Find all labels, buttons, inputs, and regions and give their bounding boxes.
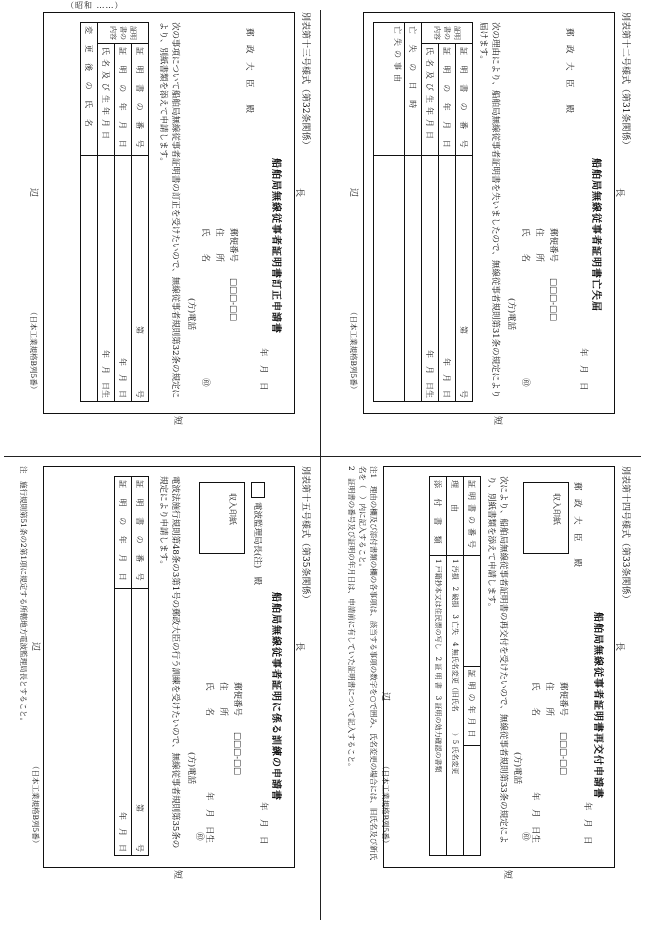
table-row (374, 23, 405, 402)
date-line: 年 月 日 (578, 348, 588, 391)
date-line: 年 月 日 (258, 802, 268, 845)
name-label: 氏 名 (530, 682, 540, 717)
table-row (456, 23, 473, 402)
page-header: （昭和 ……） (66, 1, 124, 10)
postal-code-boxes: □□□-□□ (228, 278, 238, 322)
postal-label: 郵便番号 (548, 228, 558, 263)
revenue-stamp-box (199, 482, 245, 554)
form-label: 別表第十五号様式（第35条関係） (300, 466, 310, 604)
row-label: 証 明 の 年 月 日 (115, 44, 132, 156)
addressee: 電波監理局長(注) 殿 (252, 502, 262, 586)
date-line: 年 月 日 (258, 348, 268, 391)
seal-mark: ㊞ (194, 832, 204, 841)
edge-short: 短 (502, 870, 512, 898)
table-row (132, 477, 149, 856)
birth-date: 年 月 日生 (530, 792, 540, 844)
table-row (98, 23, 115, 402)
form-label: 別表第十二号様式（第31条関係） (620, 12, 630, 150)
row-label: 証 明 書 の 番 号 (132, 44, 149, 156)
row-value (464, 745, 481, 856)
row-value: 年 月 日 (439, 155, 456, 401)
row-value: 第 号 (132, 155, 149, 401)
row-value: 年 月 日 (115, 155, 132, 401)
postal-label: 郵便番号 (558, 682, 568, 717)
body-text: 電波法施行規則第48条の3第1号の郵政大臣の行う訓練を受けたいので、無線従事者規則第35条の規定により申請します。 (158, 476, 180, 849)
row-label: 添 付 書 類 (430, 477, 447, 556)
form-13 (5, 8, 320, 448)
row-label: 氏名及び生年月日 (98, 44, 115, 156)
postal-label: 郵便番号 (232, 682, 242, 717)
seal-mark: ㊞ (520, 832, 530, 841)
phone-label: (方)電話 (186, 298, 196, 331)
row-label: 亡失の事由 (374, 23, 405, 156)
row-label: 理 由 (447, 477, 464, 556)
row-label: 亡 失 の 日 時 (405, 23, 422, 156)
edge-long-top: 長 (294, 642, 304, 670)
row-label: 証 明 の 年 月 日 (439, 44, 456, 156)
form-label: 別表第十四号様式（第33条関係） (620, 466, 630, 604)
body-text: 次の事項について船舶局無線従事者証明書の訂正を受けたいので、無線従事者規則第32条の規定により、別紙書類を添えて申請します。 (158, 22, 180, 398)
name-label: 氏 名 (520, 228, 530, 263)
revenue-stamp-label: 収入印紙 (552, 493, 561, 525)
birth-date: 年 月 日生 (204, 792, 214, 844)
table-row (115, 23, 132, 402)
row-value (81, 155, 98, 401)
note-1: 注1 理由の欄及び添付書類の欄の各事項は、該当する事項の数字を○で囲み、氏名変更の場合には、旧氏名及び新氏名を（ ）内に記入すること。 (358, 466, 378, 861)
group-cell: 証明書の内容 (98, 23, 149, 44)
row-value: 年 月 日生 (98, 155, 115, 401)
table-row (422, 23, 439, 402)
edge-long-bottom: 辺 (30, 642, 40, 670)
address-label: 住 所 (534, 228, 544, 263)
row-label: 証 明 書 の 番 号 (132, 477, 149, 589)
form-14 (325, 462, 640, 902)
table-row (405, 23, 422, 402)
revenue-stamp-label: 収入印紙 (228, 493, 237, 525)
form-title: 船舶局無線従事者証明書訂正申請書 (270, 158, 281, 334)
table-row (464, 477, 481, 856)
edge-short: 短 (172, 416, 182, 444)
addressee: 郵 政 大 臣 殿 (572, 482, 582, 568)
table-row (447, 477, 464, 856)
row-label: 変 更 後 の 氏 名 (81, 23, 98, 156)
address-label: 住 所 (544, 682, 554, 717)
size-note: （日本工業規格B列5番） (31, 762, 40, 848)
certificate-table (373, 22, 473, 402)
certificate-table (114, 476, 149, 856)
row-value: 年 月 日生 (422, 155, 439, 401)
note: 注 施行規則第51条の2第1項に規定する所轄地方電波監理局長とすること。 (19, 466, 28, 726)
group-cell: 証明書の内容 (422, 23, 473, 44)
small-box (251, 482, 265, 498)
row-label: 証明書の番号 (464, 477, 481, 556)
table-row (81, 23, 98, 402)
postal-code-boxes: □□□-□□ (558, 732, 568, 776)
form-label: 別表第十三号様式（第32条関係） (300, 12, 310, 150)
size-note: （日本工業規格B列5番） (349, 308, 358, 394)
body-text: 次により、船舶局無線従事者証明書の再交付を受けたいので、無線従事者規則第33条の規定により、別紙書類を添えて申請します。 (486, 476, 508, 844)
row-value: 1 戸籍抄本又は住民票の写し 2 証 明 書 3 証明の効力確認の書類 (430, 556, 447, 856)
phone-label: (方)電話 (186, 752, 196, 785)
edge-long-top: 長 (294, 188, 304, 216)
date-line: 年 月 日 (582, 802, 592, 845)
addressee: 郵 政 大 臣 殿 (244, 28, 254, 114)
edge-long-bottom: 辺 (380, 692, 390, 720)
body-text: 次の理由により、船舶局無線従事者証明書を失いましたので、無線従事者規則第31条の規定により届けます。 (478, 22, 500, 399)
table-row (115, 477, 132, 856)
row-label: 証明の年月日 (464, 666, 481, 745)
row-label: 証 明 の 年 月 日 (115, 477, 132, 589)
edge-long-top: 長 (614, 642, 624, 670)
phone-label: (方)電話 (512, 752, 522, 785)
table-row (439, 23, 456, 402)
postal-code-boxes: □□□-□□ (232, 732, 242, 776)
edge-short: 短 (172, 870, 182, 898)
row-label: 証 明 書 の 番 号 (456, 44, 473, 156)
addressee: 郵 政 大 臣 殿 (564, 28, 574, 114)
address-label: 住 所 (214, 228, 224, 263)
row-value: 第 号 (456, 155, 473, 401)
revenue-stamp-box (523, 482, 569, 554)
middle-divider (4, 456, 641, 457)
postal-code-boxes: □□□-□□ (548, 278, 558, 322)
table-row (132, 23, 149, 402)
form-title: 船舶局無線従事者証明書再交付申請書 (592, 612, 603, 799)
seal-mark: ㊞ (200, 378, 210, 387)
form-title: 船舶局無線従事者証明に係る訓練の申請書 (270, 592, 281, 801)
form-15 (5, 462, 320, 902)
size-note: （日本工業規格B列5番） (381, 762, 390, 848)
row-value: 第 号 (132, 588, 149, 855)
note-2: 2 証明書の番号及び証明の年月日は、申請前に有していた証明書について記入すること。 (347, 466, 356, 771)
row-value (405, 155, 422, 401)
form-title: 船舶局無線従事者証明書亡失届 (590, 158, 601, 312)
row-label: 氏名及び生年月日 (422, 44, 439, 156)
certificate-table (80, 22, 149, 402)
size-note: （日本工業規格B列5番） (29, 308, 38, 394)
edge-long-bottom: 辺 (348, 188, 358, 216)
phone-label: (方)電話 (506, 298, 516, 331)
center-divider (320, 10, 321, 920)
reissue-table (429, 476, 481, 856)
row-value: 年 月 日 (115, 588, 132, 855)
form-12 (325, 8, 640, 448)
row-value (374, 155, 405, 401)
postal-label: 郵便番号 (228, 228, 238, 263)
table-row (430, 477, 447, 856)
address-label: 住 所 (218, 682, 228, 717)
row-value: 1 汚損 2 破損 3 亡失 4 無氏名変更（旧氏名 ）5 氏名変更 (447, 556, 464, 856)
seal-mark: ㊞ (520, 378, 530, 387)
edge-long-bottom: 辺 (28, 188, 38, 216)
row-value (464, 556, 481, 667)
name-label: 氏 名 (204, 682, 214, 717)
edge-long-top: 長 (614, 188, 624, 216)
edge-short: 短 (492, 416, 502, 444)
name-label: 氏 名 (200, 228, 210, 263)
